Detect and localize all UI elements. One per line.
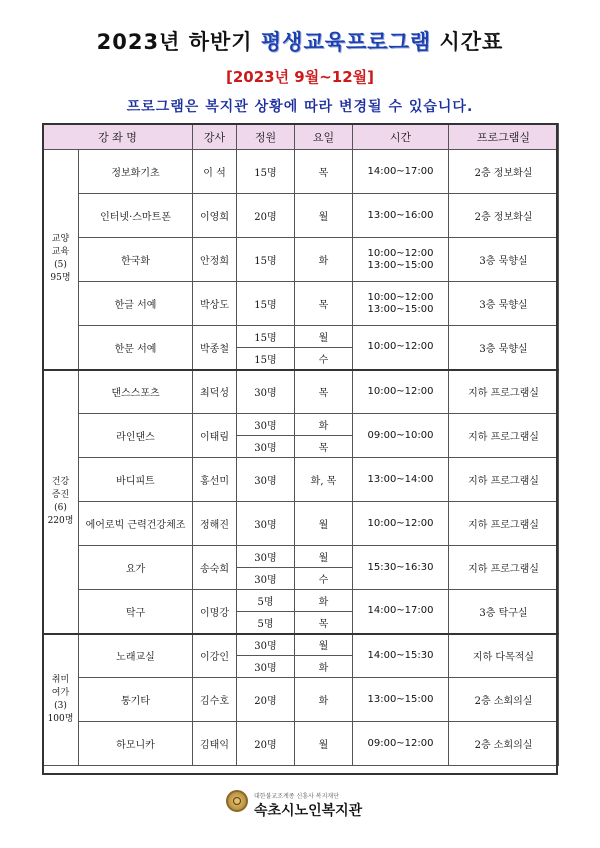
room-cell: 2층 소회의실 xyxy=(449,722,559,766)
room-cell: 2층 정보화실 xyxy=(449,194,559,238)
period-subtitle: [2023년 9월~12월] xyxy=(225,68,375,86)
organization-name: 속초시노인복지관 xyxy=(254,803,363,819)
capacity-cell: 20명 xyxy=(237,194,295,238)
day-cell: 월 xyxy=(295,546,353,568)
capacity-cell: 30명 xyxy=(237,458,295,502)
room-cell: 3층 묵향실 xyxy=(449,238,559,282)
day-cell: 화 xyxy=(295,414,353,436)
capacity-cell: 20명 xyxy=(237,722,295,766)
day-cell: 수 xyxy=(295,348,353,370)
day-cell: 목 xyxy=(295,612,353,634)
category-cell: 교양 교육 (5) 95명 xyxy=(43,150,79,370)
table-row xyxy=(43,546,559,568)
teacher-name: 이태림 xyxy=(193,414,237,458)
table-row xyxy=(43,282,559,326)
day-cell: 화 xyxy=(295,678,353,722)
day-cell: 목 xyxy=(295,370,353,414)
table-row xyxy=(43,590,559,612)
capacity-cell: 15명 xyxy=(237,150,295,194)
day-cell: 화 xyxy=(295,590,353,612)
header-capacity: 정원 xyxy=(237,124,295,150)
time-cell: 10:00~12:00 13:00~15:00 xyxy=(353,282,449,326)
teacher-name: 이 석 xyxy=(193,150,237,194)
teacher-name: 박상도 xyxy=(193,282,237,326)
course-name: 요가 xyxy=(79,546,193,590)
capacity-cell: 15명 xyxy=(237,326,295,348)
change-notice: 프로그램은 복지관 상황에 따라 변경될 수 있습니다. xyxy=(126,99,474,115)
room-cell: 지하 프로그램실 xyxy=(449,546,559,590)
capacity-cell: 5명 xyxy=(237,612,295,634)
capacity-cell: 30명 xyxy=(237,370,295,414)
time-cell: 09:00~10:00 xyxy=(353,414,449,458)
room-cell: 3층 묵향실 xyxy=(449,326,559,370)
day-cell: 월 xyxy=(295,722,353,766)
course-name: 탁구 xyxy=(79,590,193,634)
room-cell: 2층 정보화실 xyxy=(449,150,559,194)
table-row xyxy=(43,414,559,436)
teacher-name: 김수호 xyxy=(193,678,237,722)
time-cell: 15:30~16:30 xyxy=(353,546,449,590)
course-name: 통기타 xyxy=(79,678,193,722)
table-row xyxy=(43,150,559,194)
time-cell: 14:00~17:00 xyxy=(353,590,449,634)
teacher-name: 송숙희 xyxy=(193,546,237,590)
day-cell: 목 xyxy=(295,282,353,326)
capacity-cell: 30명 xyxy=(237,414,295,436)
category-cell: 건강 증진 (6) 220명 xyxy=(43,370,79,634)
capacity-cell: 15명 xyxy=(237,348,295,370)
capacity-cell: 30명 xyxy=(237,546,295,568)
title-suffix: 시간표 xyxy=(431,30,504,54)
room-cell: 지하 프로그램실 xyxy=(449,458,559,502)
day-cell: 화 xyxy=(295,238,353,282)
table-row xyxy=(43,194,559,238)
course-name: 바디피트 xyxy=(79,458,193,502)
day-cell: 화 xyxy=(295,656,353,678)
schedule-table xyxy=(42,123,559,766)
time-cell: 14:00~15:30 xyxy=(353,634,449,678)
table-row xyxy=(43,502,559,546)
room-cell: 3층 묵향실 xyxy=(449,282,559,326)
capacity-cell: 30명 xyxy=(237,568,295,590)
teacher-name: 이영희 xyxy=(193,194,237,238)
header-teacher: 강사 xyxy=(193,124,237,150)
table-row xyxy=(43,634,559,656)
capacity-cell: 20명 xyxy=(237,678,295,722)
course-name: 라인댄스 xyxy=(79,414,193,458)
table-row xyxy=(43,678,559,722)
capacity-cell: 30명 xyxy=(237,436,295,458)
table-row xyxy=(43,326,559,348)
time-cell: 10:00~12:00 xyxy=(353,326,449,370)
organization-logo-icon xyxy=(226,790,248,812)
day-cell: 월 xyxy=(295,634,353,656)
teacher-name: 이명강 xyxy=(193,590,237,634)
day-cell: 수 xyxy=(295,568,353,590)
course-name: 한글 서예 xyxy=(79,282,193,326)
table-row xyxy=(43,722,559,766)
time-cell: 10:00~12:00 13:00~15:00 xyxy=(353,238,449,282)
title-highlight: 평생교육프로그램 xyxy=(260,30,432,54)
course-name: 노래교실 xyxy=(79,634,193,678)
time-cell: 09:00~12:00 xyxy=(353,722,449,766)
time-cell: 13:00~15:00 xyxy=(353,678,449,722)
foundation-name: 대한불교조계종 신흥사 복지재단 xyxy=(254,793,339,800)
day-cell: 목 xyxy=(295,150,353,194)
course-name: 한문 서예 xyxy=(79,326,193,370)
day-cell: 월 xyxy=(295,326,353,348)
table-row xyxy=(43,370,559,414)
room-cell: 지하 프로그램실 xyxy=(449,414,559,458)
teacher-name: 최덕성 xyxy=(193,370,237,414)
page-title xyxy=(0,26,600,56)
day-cell: 화, 목 xyxy=(295,458,353,502)
capacity-cell: 30명 xyxy=(237,502,295,546)
course-name: 정보화기초 xyxy=(79,150,193,194)
title-prefix: 2023년 하반기 xyxy=(96,30,261,54)
capacity-cell: 30명 xyxy=(237,656,295,678)
capacity-cell: 15명 xyxy=(237,238,295,282)
capacity-cell: 5명 xyxy=(237,590,295,612)
header-course: 강 좌 명 xyxy=(43,124,193,150)
header-day: 요일 xyxy=(295,124,353,150)
room-cell: 2층 소회의실 xyxy=(449,678,559,722)
category-cell: 취미 여가 (3) 100명 xyxy=(43,634,79,766)
course-name: 댄스스포츠 xyxy=(79,370,193,414)
room-cell: 지하 프로그램실 xyxy=(449,502,559,546)
time-cell: 13:00~14:00 xyxy=(353,458,449,502)
table-row xyxy=(43,238,559,282)
time-cell: 13:00~16:00 xyxy=(353,194,449,238)
day-cell: 월 xyxy=(295,194,353,238)
teacher-name: 홍선미 xyxy=(193,458,237,502)
capacity-cell: 30명 xyxy=(237,634,295,656)
teacher-name: 김태익 xyxy=(193,722,237,766)
table-row xyxy=(43,458,559,502)
header-time: 시간 xyxy=(353,124,449,150)
course-name: 한국화 xyxy=(79,238,193,282)
teacher-name: 이강인 xyxy=(193,634,237,678)
course-name: 하모니카 xyxy=(79,722,193,766)
room-cell: 지하 다목적실 xyxy=(449,634,559,678)
day-cell: 월 xyxy=(295,502,353,546)
room-cell: 3층 탁구실 xyxy=(449,590,559,634)
table-header-row xyxy=(43,124,559,150)
header-room: 프로그램실 xyxy=(449,124,559,150)
room-cell: 지하 프로그램실 xyxy=(449,370,559,414)
footer xyxy=(0,790,600,830)
capacity-cell: 15명 xyxy=(237,282,295,326)
course-name: 인터넷·스마트폰 xyxy=(79,194,193,238)
teacher-name: 안정희 xyxy=(193,238,237,282)
time-cell: 14:00~17:00 xyxy=(353,150,449,194)
teacher-name: 정해진 xyxy=(193,502,237,546)
time-cell: 10:00~12:00 xyxy=(353,370,449,414)
time-cell: 10:00~12:00 xyxy=(353,502,449,546)
day-cell: 목 xyxy=(295,436,353,458)
course-name: 에어로빅 근력건강체조 xyxy=(79,502,193,546)
teacher-name: 박종철 xyxy=(193,326,237,370)
